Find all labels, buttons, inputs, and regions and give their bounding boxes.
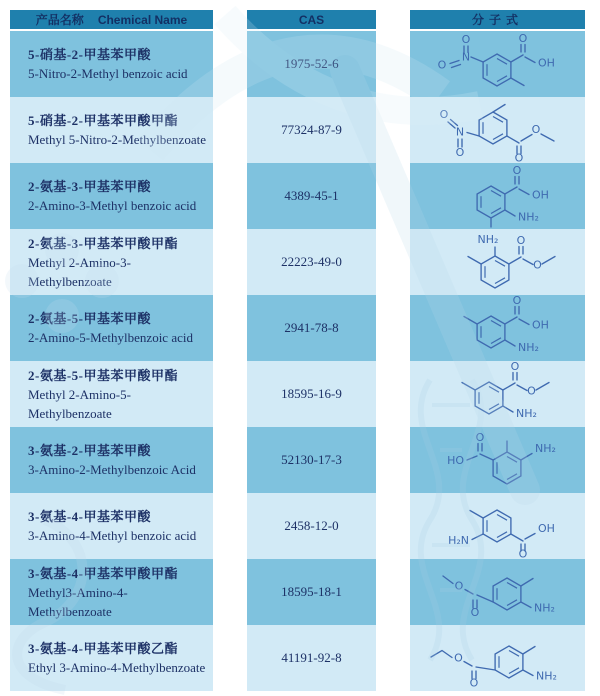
- atom-label: O: [531, 123, 540, 136]
- atom-label: OH: [537, 56, 555, 70]
- structure-cell: [410, 559, 585, 625]
- header-formula: 分子式: [410, 10, 585, 29]
- structure-cell: [410, 493, 585, 559]
- atom-label: H₂N: [447, 534, 469, 547]
- cas-number: 2941-78-8: [284, 320, 339, 335]
- atom-label: NH₂: [533, 601, 555, 615]
- product-name-zh: 3-氨基-4-甲基苯甲酸甲酯: [28, 565, 178, 581]
- cas-cell: [247, 493, 376, 559]
- atom-label: O: [439, 108, 448, 121]
- atom-label: N: [455, 125, 464, 139]
- table-row: [10, 295, 585, 361]
- structure-cell: [410, 625, 585, 691]
- atom-label: O: [475, 431, 484, 444]
- atom-label: NH₂: [517, 341, 539, 354]
- table-row: [10, 229, 585, 295]
- atom-label: O: [526, 384, 536, 398]
- structure-cell: [410, 427, 585, 493]
- cas-cell: [247, 625, 376, 691]
- cas-cell: [247, 229, 376, 295]
- product-name-cell: [10, 163, 213, 229]
- molecular-structure-icon: [413, 362, 583, 426]
- cas-number: 2458-12-0: [284, 518, 339, 533]
- atom-label: OH: [531, 188, 549, 202]
- product-name-en: 3-Amino-4-Methyl benzoic acid: [28, 528, 197, 543]
- product-name-en: 2-Amino-5-Methylbenzoic acid: [28, 330, 193, 345]
- cas-cell: [247, 97, 376, 163]
- product-name-en: 2-Amino-3-Methyl benzoic acid: [28, 198, 197, 213]
- table-row: [10, 361, 585, 427]
- product-name-cell: [10, 295, 213, 361]
- atom-label: O: [437, 58, 446, 72]
- molecular-structure-icon: [413, 32, 583, 96]
- molecular-structure-icon: [413, 626, 583, 690]
- cas-number: 1975-52-6: [284, 56, 339, 71]
- product-table: [10, 10, 585, 691]
- product-name-en: 5-Nitro-2-Methyl benzoic acid: [28, 66, 188, 81]
- structure-cell: [410, 97, 585, 163]
- header-cas: CAS: [247, 10, 376, 29]
- cas-number: 4389-45-1: [284, 188, 339, 203]
- molecular-structure-icon: [413, 560, 583, 624]
- structure-cell: [410, 361, 585, 427]
- atom-label: O: [532, 258, 542, 272]
- product-name-zh: 3-氨基-2-甲基苯甲酸: [28, 443, 151, 458]
- cas-cell: [247, 31, 376, 97]
- header-product-name-en: Chemical Name: [97, 12, 188, 27]
- molecular-structure-icon: [413, 428, 583, 492]
- product-name-cell: [10, 427, 213, 493]
- molecular-structure-icon: [413, 296, 583, 360]
- atom-label: O: [516, 234, 525, 247]
- product-name-zh: 2-氨基-5-甲基苯甲酸甲酯: [28, 367, 178, 383]
- product-name-en: Methyl 5-Nitro-2-Methylbenzoate: [28, 132, 206, 147]
- atom-label: OH: [537, 522, 555, 535]
- structure-cell: [410, 163, 585, 229]
- product-name-en: Methyl3-Amino-4-Methylbenzoate: [28, 584, 128, 619]
- atom-label: NH₂: [517, 210, 539, 224]
- cas-cell: [247, 163, 376, 229]
- table-header: [10, 10, 585, 29]
- product-name-zh: 5-硝基-2-甲基苯甲酸甲酯: [28, 113, 178, 128]
- molecular-structure-icon: [413, 98, 583, 162]
- header-product-name-zh: 产品名称: [35, 13, 84, 27]
- header-product-name: [10, 10, 213, 29]
- atom-label: O: [514, 151, 523, 162]
- atom-label: O: [470, 606, 479, 619]
- cas-number: 18595-18-1: [281, 584, 342, 599]
- product-name-zh: 3-氨基-4-甲基苯甲酸: [28, 509, 151, 524]
- product-name-zh: 2-氨基-3-甲基苯甲酸甲酯: [28, 235, 178, 251]
- atom-label: NH₂: [515, 407, 537, 420]
- cas-number: 77324-87-9: [281, 122, 342, 137]
- cas-cell: [247, 361, 376, 427]
- product-name-cell: [10, 31, 213, 97]
- table-row: [10, 559, 585, 625]
- molecular-structure-icon: [413, 230, 583, 294]
- product-name-cell: [10, 493, 213, 559]
- atom-label: O: [510, 362, 519, 373]
- atom-label: NH₂: [535, 669, 557, 683]
- cas-cell: [247, 559, 376, 625]
- product-name-en: Methyl 2-Amino-5-Methylbenzoate: [28, 386, 131, 421]
- table-row: [10, 31, 585, 97]
- atom-label: OH: [531, 318, 549, 332]
- product-name-en: Ethyl 3-Amino-4-Methylbenzoate: [28, 660, 206, 675]
- atom-label: O: [512, 296, 521, 307]
- product-name-zh: 2-氨基-3-甲基苯甲酸: [28, 179, 151, 194]
- table-row: [10, 427, 585, 493]
- atom-label: NH₂: [534, 442, 556, 455]
- atom-label: HO: [446, 454, 464, 467]
- table-row: [10, 97, 585, 163]
- table-row: [10, 625, 585, 691]
- product-name-en: 3-Amino-2-Methylbenzoic Acid: [28, 462, 196, 477]
- atom-label: O: [455, 146, 464, 159]
- structure-cell: [410, 31, 585, 97]
- product-name-cell: [10, 625, 213, 691]
- product-name-zh: 2-氨基-5-甲基苯甲酸: [28, 311, 151, 326]
- molecular-structure-icon: [413, 164, 583, 228]
- structure-cell: [410, 295, 585, 361]
- atom-label: O: [461, 33, 470, 46]
- atom-label: O: [512, 164, 521, 177]
- table-row: [10, 163, 585, 229]
- atom-label: NH₂: [477, 233, 498, 246]
- cas-number: 41191-92-8: [281, 650, 342, 665]
- product-name-cell: [10, 361, 213, 427]
- molecular-structure-icon: [413, 494, 583, 558]
- atom-label: O: [454, 579, 463, 593]
- product-name-cell: [10, 559, 213, 625]
- atom-label: N: [461, 50, 470, 64]
- atom-label: O: [469, 676, 478, 690]
- cas-number: 52130-17-3: [281, 452, 342, 467]
- cas-cell: [247, 427, 376, 493]
- product-name-zh: 3-氨基-4-甲基苯甲酸乙酯: [28, 641, 178, 656]
- product-name-zh: 5-硝基-2-甲基苯甲酸: [28, 47, 151, 62]
- atom-label: O: [453, 651, 463, 665]
- atom-label: O: [518, 547, 527, 558]
- cas-cell: [247, 295, 376, 361]
- product-name-cell: [10, 229, 213, 295]
- cas-number: 18595-16-9: [281, 386, 342, 401]
- cas-number: 22223-49-0: [281, 254, 342, 269]
- table-row: [10, 493, 585, 559]
- product-name-en: Methyl 2-Amino-3-Methylbenzoate: [28, 254, 131, 289]
- structure-cell: [410, 229, 585, 295]
- product-name-cell: [10, 97, 213, 163]
- atom-label: O: [518, 32, 527, 45]
